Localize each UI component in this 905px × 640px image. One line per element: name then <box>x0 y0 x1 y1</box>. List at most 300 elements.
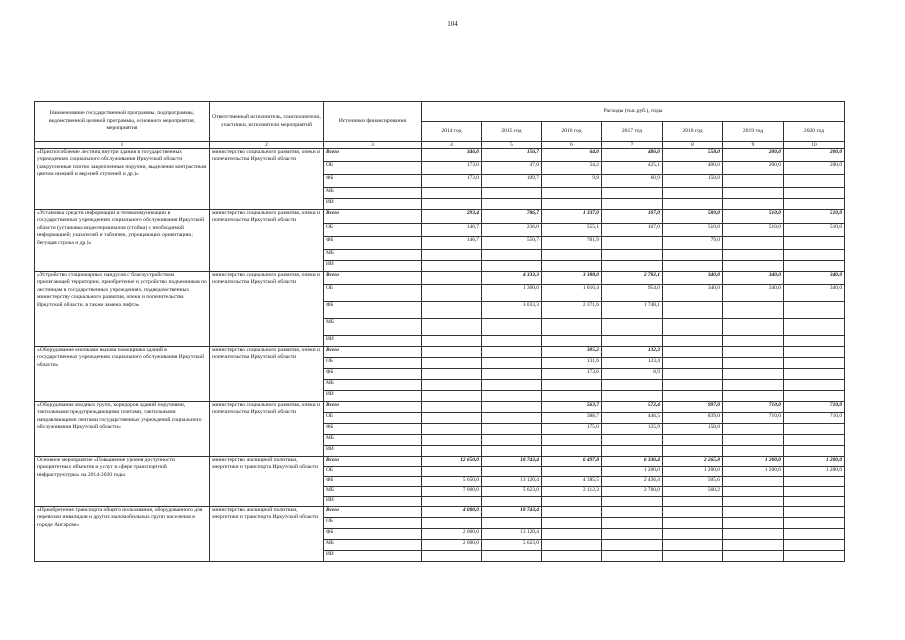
year-header: 2015 год <box>482 122 542 142</box>
expense-value <box>482 424 542 435</box>
expense-value <box>422 413 482 424</box>
expense-value <box>663 518 723 529</box>
activity-name: Основное мероприятие «Повышение уровня доступности приоритетных объектов и услуг в сфере транспортной инфраструктуры» на 2014-2020 годы <box>35 457 210 507</box>
expense-value <box>784 391 845 402</box>
expense-value <box>482 250 542 261</box>
expense-value <box>422 369 482 380</box>
expense-value <box>723 336 784 347</box>
expense-value <box>784 369 845 380</box>
budget-table <box>34 101 845 562</box>
expense-value <box>482 551 542 562</box>
expense-value <box>663 188 723 199</box>
expense-value <box>723 424 784 435</box>
expense-value <box>723 518 784 529</box>
expense-value <box>723 529 784 540</box>
expense-value: 109,7 <box>482 175 542 188</box>
funding-source: ОБ <box>324 285 422 302</box>
expense-value: 9,8 <box>542 175 602 188</box>
expense-value <box>784 188 845 199</box>
expense-value <box>602 237 663 250</box>
column-number: 2 <box>210 142 324 149</box>
expense-value: 2 700,0 <box>602 487 663 497</box>
expense-value <box>784 199 845 210</box>
expense-value <box>723 551 784 562</box>
expense-value <box>784 424 845 435</box>
expense-value <box>602 250 663 261</box>
executor: министерство социального развития, опеки и попечительства Иркутской области <box>210 210 324 272</box>
funding-source: МБ <box>324 188 422 199</box>
expense-value: 7 000,0 <box>422 487 482 497</box>
expense-value: 8,9 <box>602 369 663 380</box>
funding-source: Всего <box>324 347 422 358</box>
expense-value <box>542 380 602 391</box>
expense-value <box>422 250 482 261</box>
funding-source: ФБ <box>324 424 422 435</box>
expense-value <box>482 347 542 358</box>
expense-value <box>602 336 663 347</box>
expense-value <box>602 446 663 457</box>
expense-value <box>723 497 784 507</box>
expense-value: 2 112,3 <box>542 487 602 497</box>
expense-value <box>602 391 663 402</box>
expense-value <box>542 446 602 457</box>
expense-value <box>663 336 723 347</box>
expense-value <box>482 467 542 477</box>
expense-value <box>542 529 602 540</box>
funding-source: ОБ <box>324 467 422 477</box>
header-expenses: Расходы (тыс.руб.), годы <box>422 102 845 122</box>
expense-value: 2 702,1 <box>602 272 663 285</box>
table-row <box>35 402 845 413</box>
funding-source: ИИ <box>324 199 422 210</box>
expense-value <box>482 319 542 336</box>
column-number: 9 <box>723 142 784 149</box>
expense-value <box>663 435 723 446</box>
expense-value: 781,9 <box>542 237 602 250</box>
header-source: Источники финансирования <box>324 102 422 142</box>
expense-value <box>663 529 723 540</box>
expense-value: 710,0 <box>723 413 784 424</box>
expense-value <box>602 518 663 529</box>
funding-source: ИИ <box>324 336 422 347</box>
expense-value: 173,0 <box>422 162 482 175</box>
expense-value: 510,0 <box>784 224 845 237</box>
expense-value: 340,0 <box>723 285 784 302</box>
expense-value <box>542 188 602 199</box>
expense-value: 710,0 <box>784 402 845 413</box>
expense-value <box>422 497 482 507</box>
expense-value <box>482 261 542 272</box>
table-row <box>35 347 845 358</box>
expense-value <box>602 188 663 199</box>
expense-value: 107,0 <box>602 210 663 224</box>
expense-value <box>482 199 542 210</box>
expense-value: 4 385,5 <box>542 477 602 487</box>
expense-value <box>542 199 602 210</box>
expense-value: 305,2 <box>542 347 602 358</box>
table-row <box>35 272 845 285</box>
expense-value <box>422 380 482 391</box>
column-number: 8 <box>663 142 723 149</box>
funding-source: ФБ <box>324 369 422 380</box>
executor: министерство жилищной политики, энергетики и транспорта Иркутской области <box>210 507 324 562</box>
expense-value: 505,6 <box>663 477 723 487</box>
header-name: Наименование государственной программы, подпрограммы, ведомственной целевой программы, основного мероприятия, мероприятия <box>35 102 210 142</box>
expense-value: 572,4 <box>602 402 663 413</box>
expense-value: 47,0 <box>482 162 542 175</box>
funding-source: Всего <box>324 272 422 285</box>
expense-value <box>784 497 845 507</box>
expense-value <box>723 261 784 272</box>
expense-value <box>723 507 784 518</box>
funding-source: ИИ <box>324 497 422 507</box>
expense-value: 1 200,0 <box>723 457 784 467</box>
expense-value: 236,0 <box>482 224 542 237</box>
expense-value: 400,0 <box>663 162 723 175</box>
expense-value: 340,0 <box>784 272 845 285</box>
expense-value <box>784 302 845 319</box>
expense-value <box>602 507 663 518</box>
expense-value: 173,0 <box>422 175 482 188</box>
expense-value <box>663 540 723 551</box>
expense-value <box>422 261 482 272</box>
expense-value: 340,0 <box>784 285 845 302</box>
expense-value <box>663 391 723 402</box>
expense-value <box>422 272 482 285</box>
expense-value <box>482 369 542 380</box>
year-header: 2017 год <box>602 122 663 142</box>
expense-value <box>663 347 723 358</box>
expense-value: 425,1 <box>602 162 663 175</box>
expense-value: 510,0 <box>784 210 845 224</box>
expense-value <box>784 347 845 358</box>
expense-value: 131,6 <box>542 358 602 369</box>
funding-source: ФБ <box>324 175 422 188</box>
expense-value: 200,0 <box>723 162 784 175</box>
expense-value <box>422 199 482 210</box>
activity-name: «Приспособление лестниц внутри здания в государственных учреждениях социального обслуживания Иркутской области (закругленные плотно закрепленные поручни, выделение контрастным цветом нижней и верхней ступеней и др.)» <box>35 149 210 210</box>
expense-value <box>422 551 482 562</box>
expense-value: 293,4 <box>422 210 482 224</box>
column-number: 1 <box>35 142 210 149</box>
expense-value <box>482 336 542 347</box>
column-number-row <box>35 142 845 149</box>
expense-value: 510,0 <box>723 210 784 224</box>
expense-value: 3 033,3 <box>482 302 542 319</box>
page-number: 104 <box>447 20 458 28</box>
column-number: 4 <box>422 142 482 149</box>
expense-value <box>723 487 784 497</box>
funding-source: Всего <box>324 149 422 162</box>
funding-source: ИИ <box>324 261 422 272</box>
expense-value: 340,0 <box>663 272 723 285</box>
expense-value <box>422 435 482 446</box>
expense-value: 146,7 <box>422 237 482 250</box>
expense-value: 158,0 <box>663 175 723 188</box>
expense-value <box>663 551 723 562</box>
expense-value: 18 743,4 <box>482 507 542 518</box>
expense-value <box>482 188 542 199</box>
expense-value <box>482 497 542 507</box>
expense-value: 158,0 <box>663 424 723 435</box>
expense-value: 2 000,0 <box>422 529 482 540</box>
expense-value: 2 371,6 <box>542 302 602 319</box>
activity-name: «Устройство стационарных пандусов с благоустройством прилегающей территории, приобретение и устройство подъемников по лестницам в государственных учреждениях, подведомственных министерству социального развития, опеки и попечительства Иркутской области, в также замена лифта» <box>35 272 210 347</box>
executor: министерство жилищной политики, энергетики и транспорта Иркутской области <box>210 457 324 507</box>
expense-value <box>723 319 784 336</box>
expense-value: 12 650,0 <box>422 457 482 467</box>
expense-value <box>602 497 663 507</box>
expense-value: 1 200,0 <box>784 467 845 477</box>
expense-value: 156,7 <box>482 149 542 162</box>
expense-value <box>663 199 723 210</box>
expense-value: 560,2 <box>663 487 723 497</box>
expense-value: 2 265,8 <box>663 457 723 467</box>
expense-value: 954,0 <box>602 285 663 302</box>
funding-source: МБ <box>324 250 422 261</box>
funding-source: ФБ <box>324 237 422 250</box>
expense-value <box>542 261 602 272</box>
expense-value: 550,7 <box>482 237 542 250</box>
table-header <box>35 102 845 149</box>
column-number: 6 <box>542 142 602 149</box>
expense-value: 200,0 <box>723 149 784 162</box>
expense-value <box>542 467 602 477</box>
expense-value <box>422 285 482 302</box>
expense-value <box>602 199 663 210</box>
expense-value <box>482 413 542 424</box>
expense-value <box>784 319 845 336</box>
expense-value <box>663 446 723 457</box>
expense-value <box>784 487 845 497</box>
expense-value: 1 016,4 <box>542 285 602 302</box>
expense-value <box>602 529 663 540</box>
expense-value <box>602 435 663 446</box>
funding-source: ОБ <box>324 224 422 237</box>
expense-value: 1 200,0 <box>723 467 784 477</box>
expense-value: 2 436,4 <box>602 477 663 487</box>
activity-name: «Приобретение транспорта общего пользования, оборудованного для перевозки инвалидов и других маломобильных групп населения в городе Ангарске» <box>35 507 210 562</box>
expense-value: 173,6 <box>542 369 602 380</box>
year-header: 2014 год <box>422 122 482 142</box>
expense-value: 446,5 <box>602 413 663 424</box>
expense-value <box>723 540 784 551</box>
expense-value: 510,0 <box>723 224 784 237</box>
expense-value <box>602 540 663 551</box>
expense-value <box>723 446 784 457</box>
expense-value <box>422 319 482 336</box>
expense-value <box>784 540 845 551</box>
table-row <box>35 457 845 467</box>
expense-value <box>784 529 845 540</box>
expense-value <box>784 477 845 487</box>
year-header: 2020 год <box>784 122 845 142</box>
expense-value: 2 000,0 <box>422 540 482 551</box>
expense-value <box>602 551 663 562</box>
expense-value: 125,9 <box>602 424 663 435</box>
expense-value <box>482 358 542 369</box>
expense-value <box>422 358 482 369</box>
activity-name: «Оборудование кнопками вызова помощника зданий в государственных учреждениях социального обслуживания Иркутской области» <box>35 347 210 402</box>
expense-value <box>723 477 784 487</box>
expense-value <box>602 380 663 391</box>
funding-source: ОБ <box>324 162 422 175</box>
funding-source: Всего <box>324 457 422 467</box>
expense-value: 60,9 <box>602 175 663 188</box>
expense-value <box>542 391 602 402</box>
expense-value: 340,0 <box>723 272 784 285</box>
funding-source: МБ <box>324 380 422 391</box>
expense-value <box>784 336 845 347</box>
expense-value <box>602 261 663 272</box>
funding-source: МБ <box>324 487 422 497</box>
expense-value: 54,2 <box>542 162 602 175</box>
expense-value <box>784 380 845 391</box>
expense-value <box>784 261 845 272</box>
expense-value: 388,7 <box>542 413 602 424</box>
expense-value <box>422 347 482 358</box>
expense-value: 346,0 <box>422 149 482 162</box>
table-row <box>35 149 845 162</box>
funding-source: ИИ <box>324 551 422 562</box>
expense-value: 1 337,0 <box>542 210 602 224</box>
expense-value: 997,0 <box>663 402 723 413</box>
expense-value <box>422 336 482 347</box>
expense-value <box>784 551 845 562</box>
expense-value <box>482 391 542 402</box>
expense-value: 839,0 <box>663 413 723 424</box>
expense-value: 64,0 <box>542 149 602 162</box>
expense-value: 486,0 <box>602 149 663 162</box>
expense-value: 79,0 <box>663 237 723 250</box>
expense-value <box>663 507 723 518</box>
expense-value: 555,1 <box>542 224 602 237</box>
expense-value <box>422 188 482 199</box>
expense-value: 558,0 <box>663 149 723 162</box>
expense-value: 18 743,4 <box>482 457 542 467</box>
expense-value <box>482 446 542 457</box>
funding-source: Всего <box>324 507 422 518</box>
expense-value: 786,7 <box>482 210 542 224</box>
funding-source: ОБ <box>324 413 422 424</box>
header-executor: Ответственный исполнитель, соисполнители, участники, исполнители мероприятий <box>210 102 324 142</box>
expense-value <box>723 237 784 250</box>
expense-value <box>422 467 482 477</box>
column-number: 5 <box>482 142 542 149</box>
expense-value <box>723 188 784 199</box>
executor: министерство социального развития, опеки и попечительства Иркутской области <box>210 347 324 402</box>
table-row <box>35 507 845 518</box>
year-header: 2018 год <box>663 122 723 142</box>
funding-source: ОБ <box>324 518 422 529</box>
funding-source: ОБ <box>324 358 422 369</box>
expense-value <box>542 319 602 336</box>
expense-value: 5 623,0 <box>482 540 542 551</box>
executor: министерство социального развития, опеки и попечительства Иркутской области <box>210 272 324 347</box>
expense-value <box>482 402 542 413</box>
table-row <box>35 210 845 224</box>
expense-value <box>663 302 723 319</box>
expense-value: 5 650,0 <box>422 477 482 487</box>
expense-value: 1 200,0 <box>602 467 663 477</box>
column-number: 10 <box>784 142 845 149</box>
expense-value <box>723 369 784 380</box>
expense-value <box>723 380 784 391</box>
expense-value <box>784 358 845 369</box>
expense-value: 132,3 <box>602 347 663 358</box>
expense-value <box>422 446 482 457</box>
column-number: 3 <box>324 142 422 149</box>
expense-value <box>663 369 723 380</box>
expense-value <box>482 435 542 446</box>
expense-value: 589,0 <box>663 210 723 224</box>
funding-source: МБ <box>324 540 422 551</box>
funding-source: ИИ <box>324 391 422 402</box>
expense-value <box>542 540 602 551</box>
expense-value: 123,4 <box>602 358 663 369</box>
expense-value <box>723 199 784 210</box>
expense-value <box>542 497 602 507</box>
expense-value <box>542 551 602 562</box>
activity-name: «Оборудование входных групп, коридоров зданий поручнями, тактильными предупреждающими плитами, тактильными направляющими лентами государственных учреждений социального обслуживания Иркутской области» <box>35 402 210 457</box>
expense-value: 1 300,0 <box>482 285 542 302</box>
expense-value <box>723 347 784 358</box>
executor: министерство социального развития, опеки и попечительства Иркутской области <box>210 402 324 457</box>
expense-value <box>422 302 482 319</box>
funding-source: Всего <box>324 402 422 413</box>
expense-value: 6 497,8 <box>542 457 602 467</box>
expense-value: 1 200,0 <box>784 457 845 467</box>
expense-value: 710,0 <box>723 402 784 413</box>
funding-source: ФБ <box>324 477 422 487</box>
expense-value: 200,0 <box>784 162 845 175</box>
expense-value: 1 748,1 <box>602 302 663 319</box>
expense-value <box>542 507 602 518</box>
funding-source: МБ <box>324 319 422 336</box>
expense-value <box>723 175 784 188</box>
expense-value: 175,0 <box>542 424 602 435</box>
funding-source: ФБ <box>324 302 422 319</box>
expense-value: 200,0 <box>784 149 845 162</box>
expense-value: 6 336,4 <box>602 457 663 467</box>
expense-value <box>723 250 784 261</box>
expense-value <box>422 402 482 413</box>
year-header: 2016 год <box>542 122 602 142</box>
expense-value <box>542 250 602 261</box>
expense-value: 340,0 <box>663 285 723 302</box>
expense-value <box>663 250 723 261</box>
expense-value: 13 120,4 <box>482 529 542 540</box>
expense-value <box>542 435 602 446</box>
expense-value <box>663 497 723 507</box>
column-number: 7 <box>602 142 663 149</box>
expense-value: 3 388,0 <box>542 272 602 285</box>
expense-value <box>784 250 845 261</box>
expense-value: 146,7 <box>422 224 482 237</box>
expense-value <box>784 518 845 529</box>
funding-source: МБ <box>324 435 422 446</box>
funding-source: ФБ <box>324 529 422 540</box>
expense-value <box>663 358 723 369</box>
expense-value <box>482 518 542 529</box>
expense-value <box>723 435 784 446</box>
expense-value: 1 200,0 <box>663 467 723 477</box>
expense-value <box>482 380 542 391</box>
expense-value <box>784 446 845 457</box>
funding-source: ИИ <box>324 446 422 457</box>
year-header: 2019 год <box>723 122 784 142</box>
funding-source: Всего <box>324 210 422 224</box>
